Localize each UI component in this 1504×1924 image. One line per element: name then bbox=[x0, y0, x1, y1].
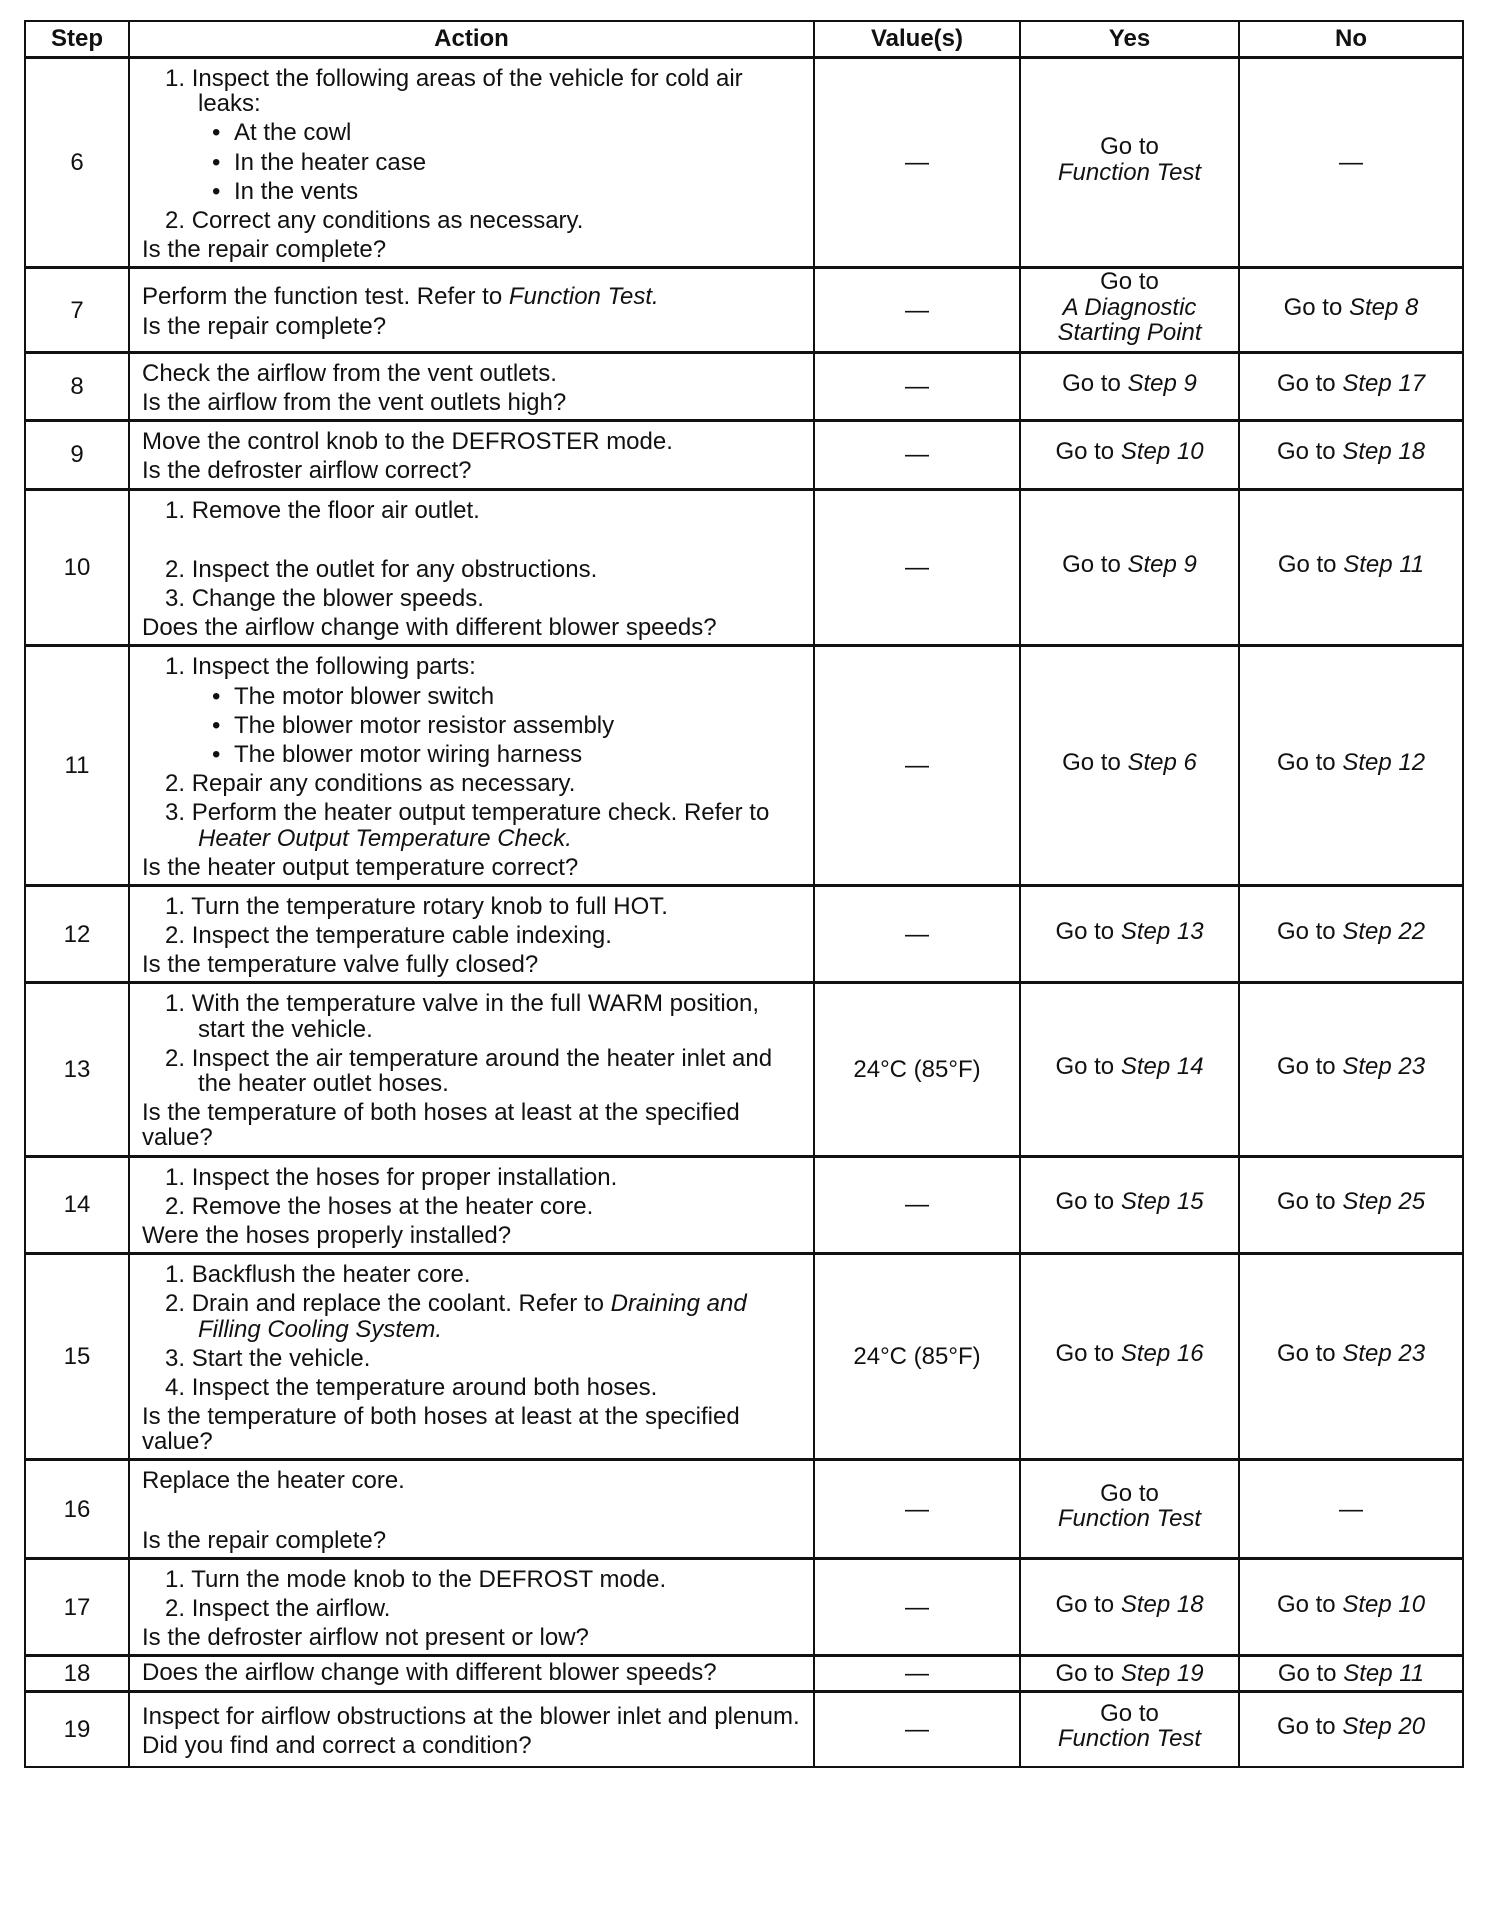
yes-cell bbox=[1020, 268, 1239, 353]
yes-goto-ref: Function Test bbox=[1057, 1725, 1202, 1753]
yes-goto-label: Go to bbox=[1055, 917, 1115, 945]
yes-cell bbox=[1020, 1656, 1239, 1691]
action-text: Inspect the air temperature around the heater inlet and the heater outlet hoses. bbox=[191, 1044, 773, 1097]
action-text: Perform the function test. Refer to bbox=[142, 283, 503, 311]
list-number: 2. bbox=[165, 555, 192, 583]
list-number: 2. bbox=[165, 770, 192, 798]
table-row bbox=[25, 1156, 1463, 1254]
list-number: 1. bbox=[165, 65, 192, 92]
action-reference: Heater Output Temperature Check. bbox=[198, 824, 572, 852]
yes-goto-label: Go to bbox=[1055, 1659, 1115, 1687]
no-goto-label: Go to bbox=[1277, 1659, 1337, 1687]
yes-goto-label: Go to bbox=[1062, 369, 1121, 397]
yes-goto-ref: Step 18 bbox=[1120, 1590, 1204, 1618]
action-text: Inspect the airflow. bbox=[191, 1595, 391, 1622]
action-reference: Function Test. bbox=[508, 283, 659, 311]
yes-goto-label: Go to bbox=[1062, 550, 1121, 578]
no-goto-label: Go to bbox=[1283, 293, 1343, 321]
step-number: 19 bbox=[25, 1691, 129, 1767]
action-text: The blower motor resistor assembly bbox=[234, 711, 615, 739]
list-number: 1. bbox=[165, 653, 192, 681]
action-text: Inspect the outlet for any obstructions. bbox=[191, 555, 598, 583]
table-row bbox=[25, 1691, 1463, 1767]
action-text: Remove the floor air outlet. bbox=[191, 496, 480, 524]
action-line bbox=[142, 179, 803, 204]
action-cell bbox=[129, 352, 814, 420]
list-number: 2. bbox=[165, 1192, 192, 1220]
no-goto-ref: Step 10 bbox=[1342, 1590, 1426, 1618]
table-body bbox=[25, 58, 1463, 1768]
action-text: Repair any conditions as necessary. bbox=[191, 770, 576, 798]
list-number: 3. bbox=[165, 1344, 192, 1372]
yes-cell bbox=[1020, 1691, 1239, 1767]
step-number: 10 bbox=[25, 489, 129, 646]
no-cell bbox=[1239, 1656, 1463, 1691]
table-row bbox=[25, 885, 1463, 983]
step-number: 6 bbox=[25, 58, 129, 268]
action-text: Inspect the following areas of the vehicle for cold air leaks: bbox=[191, 65, 743, 118]
yes-goto-label: Go to bbox=[1055, 1590, 1115, 1618]
value-cell: — bbox=[814, 421, 1020, 489]
action-line bbox=[142, 894, 803, 919]
yes-cell bbox=[1020, 1254, 1239, 1460]
action-question: Is the repair complete? bbox=[142, 236, 387, 264]
no-goto-label: Go to bbox=[1276, 438, 1336, 466]
yes-goto-label: Go to bbox=[1100, 1700, 1159, 1728]
header-no: No bbox=[1239, 21, 1463, 58]
value-cell: — bbox=[814, 646, 1020, 886]
action-line bbox=[142, 284, 803, 309]
yes-cell bbox=[1020, 1558, 1239, 1656]
action-question: Is the heater output temperature correct? bbox=[142, 853, 579, 881]
no-goto-label: Go to bbox=[1276, 1590, 1336, 1618]
no-cell bbox=[1239, 1254, 1463, 1460]
action-line bbox=[142, 498, 803, 523]
action-cell bbox=[129, 1460, 814, 1558]
yes-goto-ref: Step 9 bbox=[1127, 550, 1197, 578]
no-goto-ref: Step 12 bbox=[1342, 749, 1426, 777]
action-line bbox=[142, 684, 803, 709]
step-number: 16 bbox=[25, 1460, 129, 1558]
action-question: Is the temperature of both hoses at least at the specified value? bbox=[142, 1403, 740, 1456]
action-question: Is the temperature of both hoses at least at the specified value? bbox=[142, 1099, 740, 1152]
action-reference: Draining and Filling Cooling System. bbox=[198, 1290, 747, 1343]
list-number: 2. bbox=[165, 1595, 192, 1622]
action-line bbox=[142, 1704, 803, 1729]
no-cell bbox=[1239, 268, 1463, 353]
yes-cell bbox=[1020, 646, 1239, 886]
action-question: Were the hoses properly installed? bbox=[142, 1221, 512, 1249]
action-cell bbox=[129, 1691, 814, 1767]
table-row bbox=[25, 489, 1463, 646]
no-goto-ref: Step 22 bbox=[1342, 917, 1426, 945]
list-number: 2. bbox=[165, 1290, 192, 1318]
action-line bbox=[142, 429, 803, 454]
action-line bbox=[142, 800, 803, 850]
value-cell: — bbox=[814, 268, 1020, 353]
list-number: 1. bbox=[165, 1261, 192, 1289]
action-line bbox=[142, 923, 803, 948]
value-cell: — bbox=[814, 1156, 1020, 1254]
no-cell bbox=[1239, 1460, 1463, 1558]
value-cell: — bbox=[814, 352, 1020, 420]
no-goto-label: Go to bbox=[1276, 1340, 1336, 1368]
step-number: 8 bbox=[25, 352, 129, 420]
action-cell bbox=[129, 1156, 814, 1254]
step-number: 7 bbox=[25, 268, 129, 353]
yes-cell bbox=[1020, 1460, 1239, 1558]
yes-goto-label: Go to bbox=[1100, 1479, 1159, 1507]
yes-goto-ref: Step 15 bbox=[1120, 1188, 1204, 1216]
value-cell: — bbox=[814, 1558, 1020, 1656]
action-text: The motor blower switch bbox=[234, 682, 495, 710]
action-text: Correct any conditions as necessary. bbox=[191, 206, 584, 234]
table-header-row bbox=[25, 21, 1463, 58]
yes-goto-label: Go to bbox=[1062, 749, 1121, 777]
no-goto-ref: Step 8 bbox=[1348, 293, 1419, 321]
yes-cell bbox=[1020, 489, 1239, 646]
action-cell bbox=[129, 58, 814, 268]
yes-cell bbox=[1020, 352, 1239, 420]
action-text: Move the control knob to the DEFROSTER mode. bbox=[142, 428, 673, 456]
action-text: Backflush the heater core. bbox=[191, 1261, 471, 1289]
table-row bbox=[25, 983, 1463, 1156]
action-question: Is the defroster airflow not present or low? bbox=[142, 1624, 589, 1652]
action-text: Turn the temperature rotary knob to full HOT. bbox=[191, 892, 668, 920]
yes-goto-ref: Step 13 bbox=[1120, 917, 1204, 945]
action-text: Turn the mode knob to the DEFROST mode. bbox=[191, 1565, 667, 1593]
action-question: Is the defroster airflow correct? bbox=[142, 457, 472, 485]
yes-goto-ref: Step 19 bbox=[1120, 1659, 1204, 1687]
yes-goto-ref: Step 6 bbox=[1127, 749, 1197, 777]
value-cell: — bbox=[814, 489, 1020, 646]
table-row bbox=[25, 58, 1463, 268]
yes-goto-ref: Step 10 bbox=[1120, 438, 1204, 466]
action-text: Check the airflow from the vent outlets. bbox=[142, 359, 557, 387]
action-text: The blower motor wiring harness bbox=[234, 740, 583, 768]
action-line bbox=[142, 742, 803, 767]
action-line bbox=[142, 557, 803, 582]
action-line bbox=[142, 1291, 803, 1341]
yes-goto-label: Go to bbox=[1055, 1188, 1115, 1216]
action-text: With the temperature valve in the full WARM position, start the vehicle. bbox=[191, 990, 760, 1043]
no-goto-ref: Step 20 bbox=[1342, 1712, 1426, 1740]
no-goto-label: Go to bbox=[1276, 1188, 1336, 1216]
no-goto-ref: Step 23 bbox=[1342, 1052, 1426, 1080]
value-cell: — bbox=[814, 1691, 1020, 1767]
action-line bbox=[142, 361, 803, 386]
yes-goto-label: Go to bbox=[1055, 438, 1115, 466]
diagnostic-table bbox=[24, 20, 1464, 1768]
action-line bbox=[142, 1375, 803, 1400]
yes-goto-ref: Step 16 bbox=[1120, 1340, 1204, 1368]
step-number: 17 bbox=[25, 1558, 129, 1656]
action-line bbox=[142, 586, 803, 611]
table-row bbox=[25, 1460, 1463, 1558]
no-goto-label: Go to bbox=[1276, 749, 1336, 777]
action-line bbox=[142, 1596, 803, 1621]
action-line bbox=[142, 66, 803, 116]
action-cell bbox=[129, 1656, 814, 1691]
action-text: In the heater case bbox=[234, 148, 427, 176]
action-question: Did you find and correct a condition? bbox=[142, 1731, 532, 1759]
no-goto-ref: Step 17 bbox=[1342, 369, 1426, 397]
yes-goto-ref: Function Test bbox=[1057, 1505, 1202, 1533]
step-number: 13 bbox=[25, 983, 129, 1156]
action-text: Perform the heater output temperature check. Refer to bbox=[191, 799, 770, 827]
list-number: 2. bbox=[165, 922, 192, 950]
value-cell: — bbox=[814, 1460, 1020, 1558]
no-cell bbox=[1239, 489, 1463, 646]
yes-cell bbox=[1020, 885, 1239, 983]
list-number: 1. bbox=[165, 990, 192, 1018]
action-line bbox=[142, 654, 803, 679]
action-line bbox=[142, 713, 803, 738]
action-line bbox=[142, 1468, 803, 1493]
action-cell bbox=[129, 885, 814, 983]
no-cell bbox=[1239, 1156, 1463, 1254]
list-number: 1. bbox=[165, 496, 192, 524]
no-goto-label: Go to bbox=[1276, 1052, 1336, 1080]
no-cell bbox=[1239, 58, 1463, 268]
action-question: Is the repair complete? bbox=[142, 312, 387, 340]
yes-cell bbox=[1020, 1156, 1239, 1254]
yes-cell bbox=[1020, 983, 1239, 1156]
no-goto-label: Go to bbox=[1276, 917, 1336, 945]
step-number: 18 bbox=[25, 1656, 129, 1691]
action-cell bbox=[129, 1254, 814, 1460]
list-number: 3. bbox=[165, 799, 192, 827]
header-action: Action bbox=[129, 21, 814, 58]
action-line bbox=[142, 120, 803, 145]
step-number: 11 bbox=[25, 646, 129, 886]
action-text: Replace the heater core. bbox=[142, 1467, 405, 1495]
no-text: — bbox=[1339, 1495, 1363, 1523]
no-text: — bbox=[1339, 149, 1363, 177]
value-cell: 24°C (85°F) bbox=[814, 1254, 1020, 1460]
action-line bbox=[142, 1046, 803, 1096]
yes-goto-label: Go to bbox=[1100, 268, 1159, 296]
no-goto-ref: Step 11 bbox=[1343, 550, 1425, 578]
action-cell bbox=[129, 983, 814, 1156]
action-line bbox=[142, 1165, 803, 1190]
action-line bbox=[142, 991, 803, 1041]
list-number: 1. bbox=[165, 1565, 192, 1593]
action-line bbox=[142, 771, 803, 796]
value-cell: — bbox=[814, 58, 1020, 268]
no-cell bbox=[1239, 885, 1463, 983]
action-text: Inspect for airflow obstructions at the blower inlet and plenum. bbox=[142, 1702, 800, 1730]
no-cell bbox=[1239, 1691, 1463, 1767]
no-goto-label: Go to bbox=[1276, 369, 1336, 397]
no-cell bbox=[1239, 983, 1463, 1156]
step-number: 14 bbox=[25, 1156, 129, 1254]
no-cell bbox=[1239, 646, 1463, 886]
action-text: At the cowl bbox=[234, 119, 352, 147]
action-text: Inspect the temperature around both hoses. bbox=[191, 1373, 658, 1401]
action-text: Drain and replace the coolant. Refer to bbox=[191, 1290, 604, 1318]
action-text: In the vents bbox=[234, 177, 359, 205]
table-row bbox=[25, 646, 1463, 886]
action-cell bbox=[129, 1558, 814, 1656]
value-cell: — bbox=[814, 885, 1020, 983]
value-cell: — bbox=[814, 1656, 1020, 1691]
header-step: Step bbox=[25, 21, 129, 58]
yes-goto-label: Go to bbox=[1100, 133, 1159, 161]
action-question: Is the airflow from the vent outlets high? bbox=[142, 389, 567, 417]
action-line bbox=[142, 1346, 803, 1371]
action-text: Inspect the hoses for proper installation. bbox=[191, 1163, 618, 1191]
table-row bbox=[25, 1656, 1463, 1691]
table-row bbox=[25, 268, 1463, 353]
action-cell bbox=[129, 421, 814, 489]
action-text: Remove the hoses at the heater core. bbox=[191, 1192, 594, 1220]
action-text: Change the blower speeds. bbox=[191, 585, 484, 612]
yes-goto-ref: Function Test bbox=[1057, 158, 1202, 186]
no-goto-ref: Step 23 bbox=[1342, 1340, 1426, 1368]
no-cell bbox=[1239, 1558, 1463, 1656]
no-cell bbox=[1239, 352, 1463, 420]
list-number: 4. bbox=[165, 1373, 192, 1401]
action-line bbox=[142, 1194, 803, 1219]
action-question: Does the airflow change with different blower speeds? bbox=[142, 1659, 717, 1687]
list-number: 3. bbox=[165, 585, 192, 612]
no-goto-label: Go to bbox=[1277, 550, 1337, 578]
action-question: Is the repair complete? bbox=[142, 1526, 387, 1554]
no-goto-label: Go to bbox=[1276, 1712, 1336, 1740]
yes-cell bbox=[1020, 421, 1239, 489]
yes-cell bbox=[1020, 58, 1239, 268]
table-row bbox=[25, 1558, 1463, 1656]
step-number: 15 bbox=[25, 1254, 129, 1460]
yes-goto-ref: A Diagnostic Starting Point bbox=[1057, 293, 1202, 346]
action-line bbox=[142, 1567, 803, 1592]
action-cell bbox=[129, 646, 814, 886]
yes-goto-ref: Step 14 bbox=[1120, 1052, 1204, 1080]
list-number: 1. bbox=[165, 1163, 192, 1191]
action-line bbox=[142, 208, 803, 233]
no-goto-ref: Step 18 bbox=[1342, 438, 1426, 466]
yes-goto-label: Go to bbox=[1055, 1052, 1115, 1080]
step-number: 9 bbox=[25, 421, 129, 489]
no-goto-ref: Step 25 bbox=[1342, 1188, 1426, 1216]
table-row bbox=[25, 1254, 1463, 1460]
list-number: 2. bbox=[165, 1044, 192, 1072]
no-goto-ref: Step 11 bbox=[1343, 1659, 1425, 1687]
header-values: Value(s) bbox=[814, 21, 1020, 58]
list-number: 2. bbox=[165, 206, 192, 234]
no-cell bbox=[1239, 421, 1463, 489]
action-text: Start the vehicle. bbox=[191, 1344, 371, 1372]
action-line bbox=[142, 150, 803, 175]
table-row bbox=[25, 352, 1463, 420]
yes-goto-ref: Step 9 bbox=[1127, 369, 1197, 397]
header-yes: Yes bbox=[1020, 21, 1239, 58]
action-question: Is the temperature valve fully closed? bbox=[142, 951, 539, 979]
action-line bbox=[142, 1262, 803, 1287]
step-number: 12 bbox=[25, 885, 129, 983]
value-cell: 24°C (85°F) bbox=[814, 983, 1020, 1156]
action-cell bbox=[129, 489, 814, 646]
table-row bbox=[25, 421, 1463, 489]
yes-goto-label: Go to bbox=[1055, 1340, 1115, 1368]
action-text: Inspect the temperature cable indexing. bbox=[191, 922, 612, 950]
action-cell bbox=[129, 268, 814, 353]
list-number: 1. bbox=[165, 892, 192, 920]
action-question: Does the airflow change with different blower speeds? bbox=[142, 614, 717, 642]
action-text: Inspect the following parts: bbox=[191, 653, 476, 681]
